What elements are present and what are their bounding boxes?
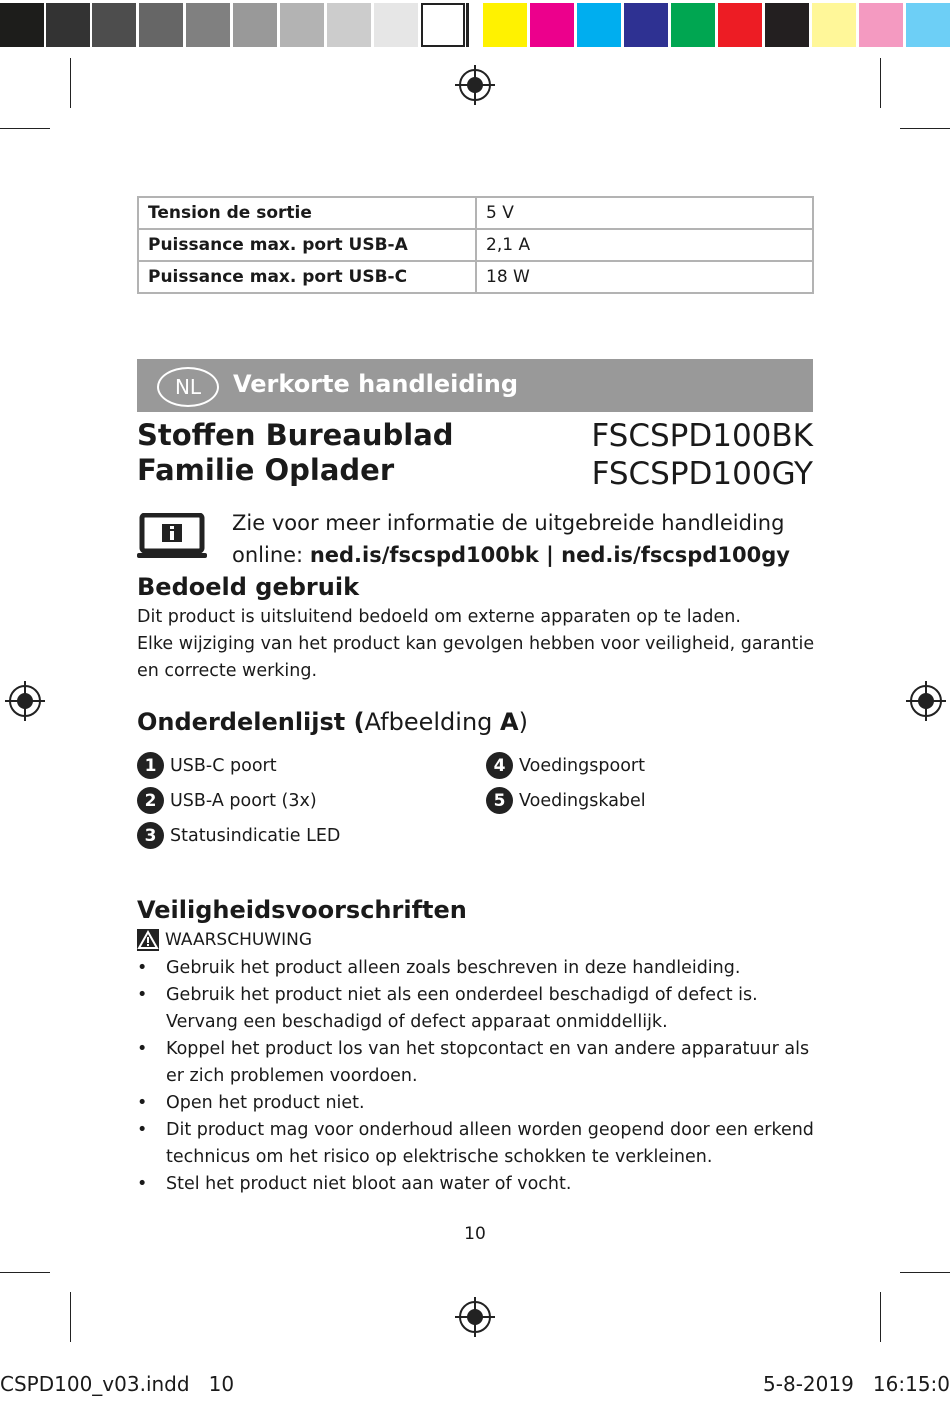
part-number-badge: 4	[486, 752, 513, 779]
laptop-info-icon	[137, 513, 207, 561]
parts-list-item	[486, 752, 645, 779]
list-item: • Gebruik het product alleen zoals beschreven in deze handleiding.	[137, 955, 817, 982]
registration-mark-icon	[455, 1297, 495, 1337]
crop-mark	[70, 1292, 71, 1342]
part-label: USB-A poort (3x)	[170, 790, 317, 811]
spec-value: 2,1 A	[476, 229, 813, 261]
product-title: Stoffen Bureaublad Familie Oplader	[137, 418, 454, 487]
crop-mark	[880, 58, 881, 108]
list-item: • Dit product mag voor onderhoud alleen worden geopend door een erkend technicus om het risico op elektrische schokken te verkleinen.	[137, 1117, 817, 1171]
crop-mark	[0, 128, 50, 129]
crop-mark	[0, 1272, 50, 1273]
list-item: • Koppel het product los van het stopcontact en van andere apparatuur als er zich problemen voordoen.	[137, 1036, 817, 1090]
online-manual-info	[232, 507, 790, 571]
manual-link[interactable]: ned.is/fscspd100bk | ned.is/fscspd100gy	[309, 543, 790, 567]
parts-heading-close: )	[518, 708, 528, 736]
registration-mark-icon	[455, 65, 495, 105]
parts-heading-ref: A	[500, 708, 519, 736]
banner-title: Verkorte handleiding	[233, 370, 519, 398]
parts-list-item	[137, 787, 317, 814]
part-number-badge: 2	[137, 787, 164, 814]
warning-label	[137, 929, 312, 951]
part-number-badge: 3	[137, 822, 164, 849]
intended-use-text: Elke wijziging van het product kan gevolgen hebben voor veiligheid, garantie en correcte werking.	[137, 634, 815, 681]
spec-value: 5 V	[476, 197, 813, 229]
crop-mark	[70, 58, 71, 108]
spec-label: Puissance max. port USB-C	[138, 261, 476, 293]
page-number: 10	[464, 1224, 486, 1244]
section-banner	[137, 359, 813, 412]
parts-list-item	[486, 787, 646, 814]
crop-mark	[880, 1292, 881, 1342]
parts-heading	[137, 708, 528, 736]
table-row	[138, 261, 813, 293]
part-label: Voedingskabel	[519, 790, 646, 811]
crop-mark	[900, 128, 950, 129]
spec-label: Puissance max. port USB-A	[138, 229, 476, 261]
part-number-badge: 1	[137, 752, 164, 779]
registration-mark-icon	[5, 681, 45, 721]
spec-label: Tension de sortie	[138, 197, 476, 229]
part-label: USB-C poort	[170, 755, 277, 776]
table-row	[138, 197, 813, 229]
slug-timestamp: 5-8-2019 16:15:0	[763, 1372, 950, 1396]
language-badge: NL	[157, 367, 219, 407]
model-number: FSCSPD100GY	[591, 456, 813, 492]
parts-list-item	[137, 752, 277, 779]
part-number-badge: 5	[486, 787, 513, 814]
online-prefix: online:	[232, 543, 310, 567]
list-item: • Open het product niet.	[137, 1090, 817, 1117]
list-item: • Gebruik het product niet als een onderdeel beschadigd of defect is. Vervang een beschadigd of defect apparaat onmiddellijk.	[137, 982, 817, 1036]
intended-use-text: Dit product is uitsluitend bedoeld om externe apparaten op te laden.	[137, 607, 741, 627]
table-row	[138, 229, 813, 261]
safety-list	[137, 955, 817, 1198]
spec-table	[137, 196, 814, 294]
intended-use-heading: Bedoeld gebruik	[137, 573, 360, 601]
safety-heading: Veiligheidsvoorschriften	[137, 896, 467, 924]
part-label: Voedingspoort	[519, 755, 645, 776]
model-number: FSCSPD100BK	[591, 418, 813, 454]
spec-value: 18 W	[476, 261, 813, 293]
registration-mark-icon	[906, 681, 946, 721]
part-label: Statusindicatie LED	[170, 825, 341, 846]
color-bar	[0, 0, 950, 50]
warning-text: WAARSCHUWING	[165, 930, 313, 950]
list-item: • Stel het product niet bloot aan water of vocht.	[137, 1171, 817, 1198]
crop-mark	[900, 1272, 950, 1273]
parts-heading-figure: Afbeelding	[364, 708, 501, 736]
warning-icon	[137, 929, 159, 951]
parts-list-item	[137, 822, 340, 849]
parts-heading-bold: Onderdelenlijst (	[137, 708, 365, 736]
slug-filename: CSPD100_v03.indd 10	[0, 1372, 235, 1396]
online-text: Zie voor meer informatie de uitgebreide handleiding	[232, 511, 785, 535]
